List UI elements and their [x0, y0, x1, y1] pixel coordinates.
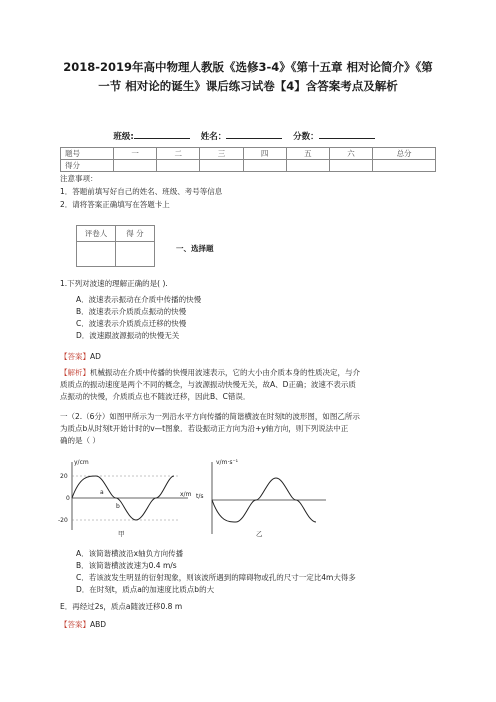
- note-item: 1．答题前填写好自己的姓名、班级、考号等信息: [60, 187, 223, 196]
- q1-option: D．波速跟波源振动的快慢无关: [76, 331, 180, 340]
- q2-option: C．若该波发生明显的衍射现象，则该波所遇到的障碍物或孔的尺寸一定比4m大得多: [76, 573, 356, 582]
- q1-analysis-text: 点振动的快慢，介质质点也不随波迁移，因此B、C错误．: [60, 392, 251, 401]
- figure-caption-jia: 甲: [118, 530, 125, 538]
- x-axis-label: t/s: [196, 493, 204, 500]
- score-cell[interactable]: [157, 160, 200, 172]
- q1-answer-line: [60, 351, 101, 362]
- figure-jia: [58, 459, 192, 538]
- score-cell[interactable]: [114, 160, 157, 172]
- grader-cell[interactable]: [77, 242, 116, 267]
- student-info-line: [0, 129, 496, 142]
- note-item: 2．请将答案正确填写在答题卡上: [60, 200, 170, 209]
- score-table-cell: 三: [200, 148, 243, 160]
- q1-option: C．波速表示介质质点迁移的快慢: [76, 319, 187, 328]
- q2-option: B．该简谐横波波速为0.4 m/s: [76, 561, 177, 570]
- score-label: 分数：: [293, 132, 319, 142]
- document-title: 2018-2019年高中物理人教版《选修3-4》《第十五章 相对论简介》《第一节 相对论的诞生》课后练习试卷【4】含答案考点及解析: [63, 60, 433, 93]
- q1-analysis-line: [60, 367, 360, 378]
- figure-caption-yi: 乙: [256, 530, 263, 538]
- q2-stem: 确的是（ ）: [60, 436, 100, 445]
- score-table: [60, 147, 436, 172]
- score-table-score-row: [61, 160, 436, 172]
- figure-yi: [196, 459, 326, 538]
- q2-option: D．在时刻t，质点a的加速度比质点b的大: [76, 585, 215, 594]
- grader-table: [76, 225, 155, 267]
- score-row-label: 得分: [61, 160, 114, 172]
- q2-answer-line: [60, 619, 106, 630]
- point-a-label: a: [100, 489, 104, 496]
- section-heading: 一、选择题: [176, 244, 214, 253]
- score-cell[interactable]: [243, 160, 286, 172]
- name-label: 姓名：: [200, 132, 227, 142]
- score-table-cell: 二: [157, 148, 200, 160]
- y-tick-label: 20: [60, 473, 68, 480]
- q2-stem: 一（2.（6分）如图甲所示为一列沿水平方向传播的简谐横波在时刻t的波形图，如图乙所示: [60, 412, 360, 421]
- q2-option: E．再经过2s，质点a随波迁移0.8 m: [60, 602, 183, 611]
- grader-label: 评卷人: [77, 226, 116, 242]
- wave-figures: [60, 456, 340, 542]
- y-tick-label: -20: [58, 517, 68, 524]
- q1-stem: 1.下列对波速的理解正确的是( ).: [60, 279, 168, 288]
- q2-stem: 为质点b从时刻t开始计时的v—t图象．若设振动正方向为沿+y轴方向，则下列说法中正: [60, 424, 349, 433]
- q1-answer: AD: [90, 352, 101, 361]
- class-blank[interactable]: [134, 129, 190, 139]
- answer-tag: 【答案】: [60, 620, 90, 629]
- score-cell[interactable]: [200, 160, 243, 172]
- q1-analysis-text: 质质点的振动速度是两个不同的概念，与波源振动快慢无关，故A、D正确；波速不表示质: [60, 380, 356, 389]
- y-axis-label: y/cm: [74, 459, 89, 466]
- q1-option: B．波速表示介质质点振动的快慢: [76, 307, 187, 316]
- score-table-cell: 一: [114, 148, 157, 160]
- name-blank[interactable]: [226, 129, 282, 139]
- grader-score-cell[interactable]: [116, 242, 155, 267]
- score-table-header-row: [61, 148, 436, 160]
- score-table-cell: 总分: [373, 148, 436, 160]
- score-cell[interactable]: [373, 160, 436, 172]
- point-b-label: b: [116, 503, 120, 510]
- answer-tag: 【答案】: [60, 352, 90, 361]
- q2-option: A．该简谐横波沿x轴负方向传播: [76, 549, 184, 558]
- score-table-cell: 六: [329, 148, 372, 160]
- q1-option: A．波速表示振动在介质中传播的快慢: [76, 295, 202, 304]
- grader-score-label: 得 分: [116, 226, 155, 242]
- x-axis-label: x/m: [180, 491, 192, 498]
- y-tick-label: 0: [66, 495, 70, 502]
- class-label: 班级:: [113, 132, 134, 142]
- score-blank[interactable]: [319, 129, 375, 139]
- notes-title: 注意事项：: [60, 174, 98, 183]
- score-cell[interactable]: [329, 160, 372, 172]
- score-table-cell: 题号: [61, 148, 114, 160]
- q1-analysis-text: 机械振动在介质中传播的快慢用波速表示，它的大小由介质本身的性质决定，与介: [90, 368, 360, 377]
- y-axis-label: v/m·s⁻¹: [216, 459, 239, 466]
- analysis-tag: 【解析】: [60, 368, 90, 377]
- score-table-cell: 四: [243, 148, 286, 160]
- score-table-cell: 五: [286, 148, 329, 160]
- score-cell[interactable]: [286, 160, 329, 172]
- q2-answer: ABD: [90, 620, 107, 629]
